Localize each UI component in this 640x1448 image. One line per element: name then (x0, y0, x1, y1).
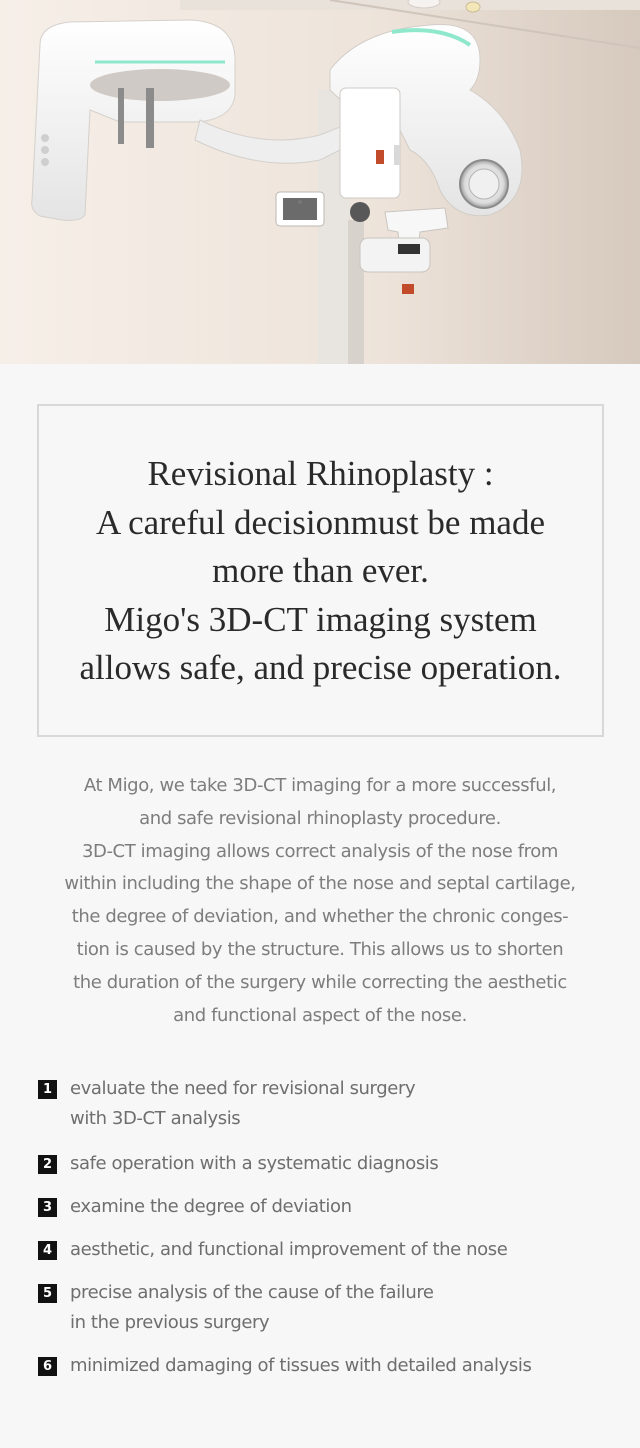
paragraph-line: within including the shape of the nose and septal cartilage, (64, 873, 576, 895)
heading-box (37, 404, 604, 737)
list-item-text (70, 1192, 352, 1222)
title-line: Migo's 3D-CT imaging system (104, 599, 537, 639)
paragraph-line: 3D-CT imaging allows correct analysis of the nose from (81, 840, 559, 862)
list-item-text (70, 1149, 438, 1179)
list-item-text (70, 1235, 507, 1265)
paragraph-line: tion is caused by the structure. This allows us to shorten (76, 938, 564, 960)
ct-machine-illustration (0, 0, 640, 364)
list-item-line: precise analysis of the cause of the failure (70, 1282, 434, 1303)
list-item-text (70, 1074, 415, 1134)
paragraph-line: and functional aspect of the nose. (173, 1004, 467, 1026)
list-item-line: aesthetic, and functional improvement of the nose (70, 1239, 508, 1260)
title-line: Revisional Rhinoplasty : (147, 454, 494, 493)
number-badge: 3 (38, 1198, 57, 1217)
paragraph-line: the degree of deviation, and whether the chronic conges- (71, 906, 569, 928)
hero-image (0, 0, 640, 364)
intro-paragraph (30, 770, 610, 1032)
number-badge: 6 (38, 1357, 57, 1376)
page-title (39, 450, 602, 693)
number-badge: 4 (38, 1241, 57, 1260)
paragraph-line: and safe revisional rhinoplasty procedure. (139, 807, 501, 829)
list-item-text (70, 1278, 434, 1338)
paragraph-line: the duration of the surgery while correcting the aesthetic (73, 971, 567, 993)
number-badge: 2 (38, 1155, 57, 1174)
paragraph-line: At Migo, we take 3D-CT imaging for a more successful, (83, 775, 557, 796)
number-badge: 1 (38, 1080, 57, 1099)
list-item-line: examine the degree of deviation (70, 1196, 352, 1217)
list-item-text (70, 1351, 531, 1381)
list-item-line: with 3D-CT analysis (70, 1108, 241, 1129)
list-item-line: in the previous surgery (70, 1312, 270, 1333)
list-item-line: minimized damaging of tissues with detailed analysis (70, 1355, 532, 1376)
title-line: allows safe, and precise operation. (79, 648, 562, 687)
list-item-line: safe operation with a systematic diagnosis (70, 1153, 439, 1174)
number-badge: 5 (38, 1284, 57, 1303)
list-item-line: evaluate the need for revisional surgery (70, 1078, 416, 1099)
title-line: more than ever. (212, 551, 429, 590)
title-line: A careful decisionmust be made (95, 502, 546, 542)
